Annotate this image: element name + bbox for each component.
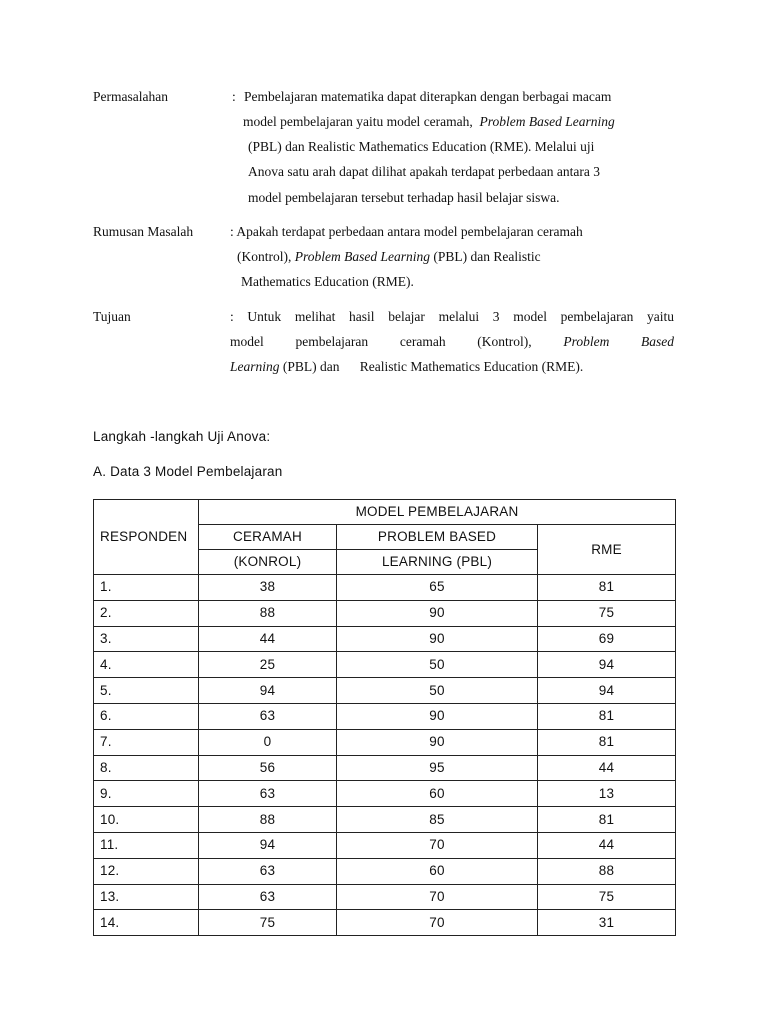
- ceramah-header-line-1: CERAMAH: [199, 525, 337, 550]
- ceramah-cell: 88: [199, 600, 337, 626]
- rme-cell: 94: [538, 652, 676, 678]
- table-row: [94, 884, 676, 910]
- ceramah-cell: 38: [199, 575, 337, 601]
- table-row: [94, 626, 676, 652]
- table-row: [94, 755, 676, 781]
- permasalahan-line-4: Anova satu arah dapat dilihat apakah terdapat perbedaan antara 3: [248, 164, 600, 179]
- tujuan-line-3-b: (PBL) dan: [282, 359, 340, 374]
- tujuan-pbl-italic-1: Problem Based: [563, 334, 675, 349]
- pbl-cell: 90: [337, 600, 538, 626]
- table-row: [94, 832, 676, 858]
- rumusan-pbl-italic: Problem Based Learning: [294, 249, 430, 264]
- permasalahan-line-2-text: model pembelajaran yaitu model ceramah,: [243, 114, 473, 129]
- rme-cell: 13: [538, 781, 676, 807]
- responden-cell: 14.: [94, 910, 199, 936]
- rumusan-label: Rumusan Masalah: [93, 224, 194, 239]
- table-row: [94, 729, 676, 755]
- rme-cell: 44: [538, 755, 676, 781]
- rumusan-line-1: : Apakah terdapat perbedaan antara model pembelajaran ceramah: [230, 224, 583, 239]
- ceramah-cell: 75: [199, 910, 337, 936]
- ceramah-cell: 25: [199, 652, 337, 678]
- pbl-cell: 50: [337, 652, 538, 678]
- responden-cell: 10.: [94, 807, 199, 833]
- responden-cell: 5.: [94, 678, 199, 704]
- responden-cell: 4.: [94, 652, 199, 678]
- pbl-cell: 70: [337, 910, 538, 936]
- permasalahan-line-1: Pembelajaran matematika dapat diterapkan dengan berbagai macam: [244, 89, 612, 104]
- rumusan-line-2-text: (Kontrol),: [237, 249, 292, 264]
- rme-cell: 88: [538, 858, 676, 884]
- rme-cell: 69: [538, 626, 676, 652]
- rme-cell: 81: [538, 575, 676, 601]
- table-row: [94, 703, 676, 729]
- responden-cell: 3.: [94, 626, 199, 652]
- rumusan-line-2: [237, 248, 541, 266]
- pbl-cell: 70: [337, 832, 538, 858]
- ceramah-cell: 94: [199, 678, 337, 704]
- data-table: [93, 499, 676, 936]
- ceramah-cell: 56: [199, 755, 337, 781]
- ceramah-header-line-2: (KONROL): [199, 550, 337, 575]
- permasalahan-line-2: [243, 113, 615, 131]
- pbl-cell: 95: [337, 755, 538, 781]
- tujuan-line-2-a: model: [230, 334, 264, 349]
- ceramah-cell: 94: [199, 832, 337, 858]
- table-row: [94, 575, 676, 601]
- responden-header: RESPONDEN: [94, 500, 199, 575]
- permasalahan-line-5: model pembelajaran tersebut terhadap hasil belajar siswa.: [248, 190, 560, 205]
- ceramah-cell: 63: [199, 703, 337, 729]
- rme-cell: 44: [538, 832, 676, 858]
- table-row: [94, 600, 676, 626]
- permasalahan-pbl-italic: Problem Based Learning: [479, 114, 615, 129]
- data-subheading: A. Data 3 Model Pembelajaran: [93, 464, 283, 479]
- tujuan-line-3: [230, 358, 583, 376]
- responden-cell: 6.: [94, 703, 199, 729]
- pbl-cell: 90: [337, 729, 538, 755]
- responden-cell: 2.: [94, 600, 199, 626]
- pbl-cell: 60: [337, 781, 538, 807]
- tujuan-line-1: : Untuk melihat hasil belajar melalui 3 model pembelajaran yaitu: [230, 309, 674, 324]
- tujuan-pbl-italic-2: Learning: [230, 359, 280, 374]
- permasalahan-label: Permasalahan: [93, 89, 168, 104]
- ceramah-cell: 88: [199, 807, 337, 833]
- rme-cell: 81: [538, 807, 676, 833]
- permasalahan-colon: :: [232, 89, 236, 104]
- table-row: [94, 781, 676, 807]
- rme-cell: 75: [538, 884, 676, 910]
- rumusan-line-3: Mathematics Education (RME).: [241, 274, 414, 289]
- responden-cell: 11.: [94, 832, 199, 858]
- table-row: [94, 807, 676, 833]
- table-row: [94, 858, 676, 884]
- responden-cell: 13.: [94, 884, 199, 910]
- ceramah-cell: 0: [199, 729, 337, 755]
- table-body: [94, 575, 676, 936]
- rumusan-line-2-tail: (PBL) dan Realistic: [433, 249, 541, 264]
- responden-cell: 9.: [94, 781, 199, 807]
- rme-cell: 94: [538, 678, 676, 704]
- table-row: [94, 652, 676, 678]
- pbl-header-line-1: PROBLEM BASED: [337, 525, 538, 550]
- tujuan-line-3-c: Realistic Mathematics Education (RME).: [359, 359, 584, 374]
- table-row: [94, 910, 676, 936]
- pbl-cell: 90: [337, 626, 538, 652]
- model-group-header: MODEL PEMBELAJARAN: [199, 500, 676, 525]
- ceramah-cell: 63: [199, 781, 337, 807]
- rme-header: RME: [538, 525, 676, 575]
- rme-cell: 81: [538, 703, 676, 729]
- table-header-row-1: [94, 500, 676, 525]
- pbl-header-line-2: LEARNING (PBL): [337, 550, 538, 575]
- pbl-cell: 85: [337, 807, 538, 833]
- table-row: [94, 678, 676, 704]
- ceramah-cell: 63: [199, 858, 337, 884]
- responden-cell: 12.: [94, 858, 199, 884]
- pbl-cell: 65: [337, 575, 538, 601]
- rme-cell: 75: [538, 600, 676, 626]
- langkah-heading: Langkah -langkah Uji Anova:: [93, 429, 271, 444]
- pbl-cell: 50: [337, 678, 538, 704]
- tujuan-label: Tujuan: [93, 309, 131, 324]
- responden-cell: 8.: [94, 755, 199, 781]
- responden-cell: 1.: [94, 575, 199, 601]
- tujuan-line-2-b: pembelajaran ceramah (Kontrol),: [295, 334, 532, 349]
- responden-cell: 7.: [94, 729, 199, 755]
- rme-cell: 31: [538, 910, 676, 936]
- ceramah-cell: 44: [199, 626, 337, 652]
- permasalahan-line-3: (PBL) dan Realistic Mathematics Education (RME). Melalui uji: [248, 139, 595, 154]
- pbl-cell: 90: [337, 703, 538, 729]
- pbl-cell: 60: [337, 858, 538, 884]
- rme-cell: 81: [538, 729, 676, 755]
- ceramah-cell: 63: [199, 884, 337, 910]
- pbl-cell: 70: [337, 884, 538, 910]
- tujuan-line-2: [230, 333, 674, 351]
